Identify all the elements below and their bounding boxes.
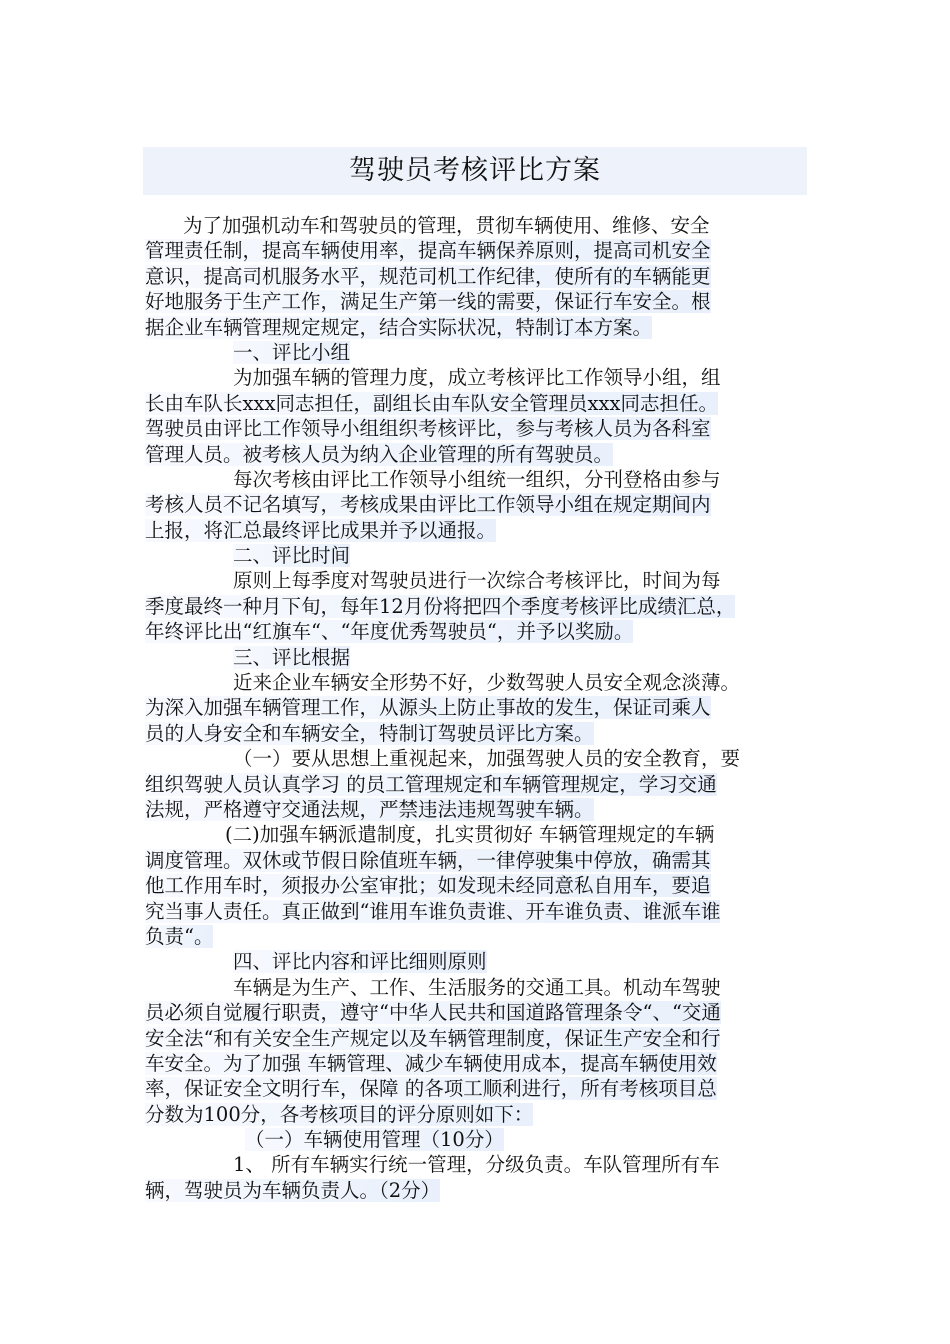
text-line-content: 驾驶员由评比工作领导小组组织考核评比，参与考核人员为各科室 xyxy=(145,417,711,441)
text-line xyxy=(145,213,820,238)
text-line-content: 安全法“和有关安全生产规定以及车辆管理制度，保证生产安全和行 xyxy=(145,1026,721,1050)
text-line xyxy=(145,340,820,365)
text-line-content: 究当事人责任。真正做到“谁用车谁负责谁、开车谁负责、谁派车谁 xyxy=(145,899,721,923)
text-line xyxy=(145,264,820,289)
text-line-content: 调度管理。双休或节假日除值班车辆，一律停驶集中停放，确需其 xyxy=(145,848,711,872)
text-line-content: 管理人员。被考核人员为纳入企业管理的所有驾驶员。 xyxy=(145,442,614,466)
text-line-content: 三、评比根据 xyxy=(233,645,351,669)
text-line-content: 季度最终一种月下旬，每年12月份将把四个季度考核评比成绩汇总， xyxy=(145,594,736,618)
text-line-content: 车安全。为了加强 车辆管理、减少车辆使用成本，提高车辆使用效 xyxy=(145,1051,717,1075)
text-line xyxy=(145,467,820,492)
text-line-content: 意识，提高司机服务水平，规范司机工作纪律，使所有的车辆能更 xyxy=(145,264,711,288)
text-line-content: 辆，驾驶员为车辆负责人。（2分） xyxy=(145,1178,441,1202)
text-line xyxy=(145,645,820,670)
text-line-content: 员必须自觉履行职责，遵守“中华人民共和国道路管理条令“、“交通 xyxy=(145,1001,721,1025)
text-line-content: （一）车辆使用管理（10分） xyxy=(245,1128,504,1152)
text-line-content: 为了加强机动车和驾驶员的管理，贯彻车辆使用、维修、安全 xyxy=(183,214,710,237)
text-line xyxy=(145,543,820,568)
text-line-content: 年终评比出“红旗车“、“年度优秀驾驶员“，并予以奖励。 xyxy=(145,620,634,644)
text-line xyxy=(145,619,820,644)
text-line xyxy=(145,416,820,441)
text-line xyxy=(145,670,820,695)
text-line xyxy=(145,873,820,898)
text-line-content: 为加强车辆的管理力度，成立考核评比工作领导小组，组 xyxy=(233,366,721,390)
text-line-content: 他工作用车时，须报办公室审批；如发现未经同意私自用车，要追 xyxy=(145,874,711,898)
text-line-content: 负责“。 xyxy=(145,924,214,948)
text-line xyxy=(145,797,820,822)
text-line-content: 据企业车辆管理规定规定，结合实际状况，特制订本方案。 xyxy=(145,315,653,339)
text-line xyxy=(145,695,820,720)
document-title: 驾驶员考核评比方案 xyxy=(143,147,807,195)
text-line-content: 近来企业车辆安全形势不好，少数驾驶人员安全观念淡薄。 xyxy=(233,671,741,695)
text-line xyxy=(145,1076,820,1101)
text-line-content: (二)加强车辆派遣制度，扎实贯彻好 车辆管理规定的车辆 xyxy=(225,823,715,847)
text-line xyxy=(145,442,820,467)
text-line xyxy=(145,391,820,416)
text-line-content: 员的人身安全和车辆安全，特制订驾驶员评比方案。 xyxy=(145,721,594,745)
text-line xyxy=(145,822,820,847)
text-line xyxy=(145,1026,820,1051)
text-line xyxy=(145,848,820,873)
text-line-content: 上报，将汇总最终评比成果并予以通报。 xyxy=(145,518,497,542)
text-line xyxy=(145,772,820,797)
text-line-content: 车辆是为生产、工作、生活服务的交通工具。机动车驾驶 xyxy=(233,975,721,999)
text-line-content: 组织驾驶人员认真学习 的员工管理规定和车辆管理规定，学习交通 xyxy=(145,772,717,796)
text-line xyxy=(145,568,820,593)
text-line-content: 考核人员不记名填写，考核成果由评比工作领导小组在规定期间内 xyxy=(145,493,711,517)
text-line-content: 长由车队长xxx同志担任，副组长由车队安全管理员xxx同志担任。 xyxy=(145,391,718,415)
text-line xyxy=(145,1000,820,1025)
text-line-content: 一、评比小组 xyxy=(233,340,351,364)
text-line-content: 每次考核由评比工作领导小组统一组织，分刊登格由参与 xyxy=(233,467,721,491)
text-line xyxy=(145,492,820,517)
text-line xyxy=(145,1051,820,1076)
text-line xyxy=(145,1127,820,1152)
text-line xyxy=(145,949,820,974)
text-line xyxy=(145,924,820,949)
text-line xyxy=(145,518,820,543)
text-line xyxy=(145,746,820,771)
text-line xyxy=(145,721,820,746)
text-line-content: 原则上每季度对驾驶员进行一次综合考核评比，时间为每 xyxy=(233,569,721,593)
document-body xyxy=(145,213,820,1203)
text-line xyxy=(145,238,820,263)
text-line-content: 管理责任制，提高车辆使用率，提高车辆保养原则，提高司机安全 xyxy=(145,239,711,263)
text-line xyxy=(145,289,820,314)
text-line-content: 1、 所有车辆实行统一管理，分级负责。车队管理所有车 xyxy=(233,1153,720,1177)
text-line-content: 分数为100分，各考核项目的评分原则如下： xyxy=(145,1102,534,1126)
text-line-content: 四、评比内容和评比细则原则 xyxy=(233,950,487,974)
text-line-content: （一）要从思想上重视起来，加强驾驶人员的安全教育，要 xyxy=(233,747,741,771)
text-line xyxy=(145,1152,820,1177)
text-line-content: 好地服务于生产工作，满足生产第一线的需要，保证行车安全。根 xyxy=(145,290,711,314)
text-line-content: 为深入加强车辆管理工作，从源头上防止事故的发生，保证司乘人 xyxy=(145,696,711,720)
text-line xyxy=(145,315,820,340)
text-line xyxy=(145,1178,820,1203)
text-line-content: 率，保证安全文明行车，保障 的各项工顺利进行，所有考核项目总 xyxy=(145,1077,717,1101)
text-line xyxy=(145,975,820,1000)
text-line-content: 法规，严格遵守交通法规，严禁违法违规驾驶车辆。 xyxy=(145,797,594,821)
text-line-content: 二、评比时间 xyxy=(233,544,351,568)
text-line xyxy=(145,1102,820,1127)
text-line xyxy=(145,594,820,619)
text-line xyxy=(145,899,820,924)
text-line xyxy=(145,365,820,390)
